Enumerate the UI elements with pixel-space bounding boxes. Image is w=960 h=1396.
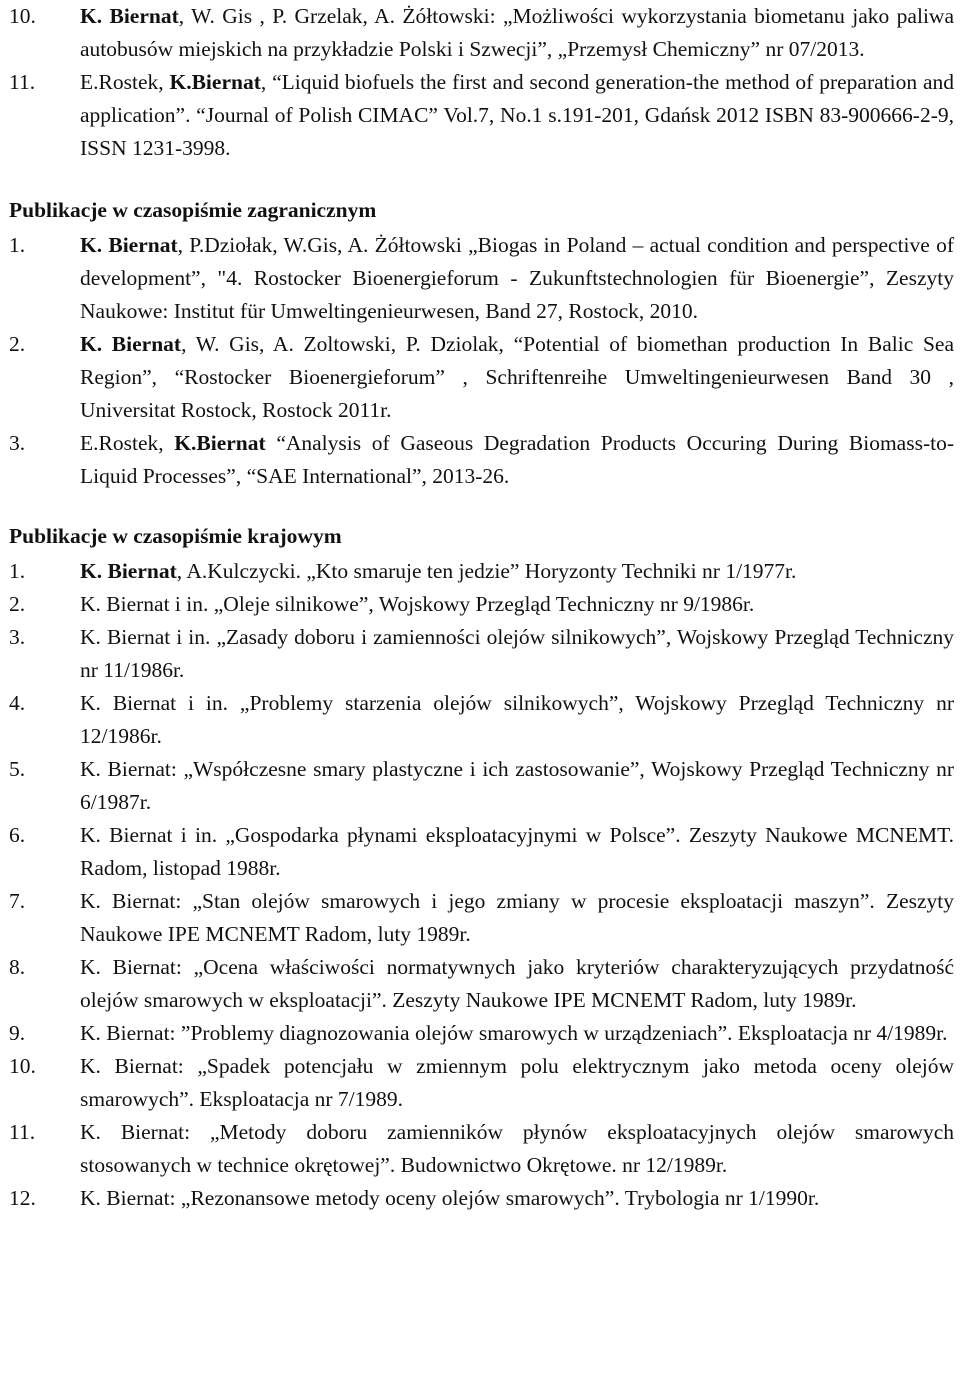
reference-text: , P.Dziołak, W.Gis, A. Żółtowski „Biogas in Poland – actual condition and perspective of development”, "4. Rostocker Bioenergieforum - Zukunftstechnologien für Bioenergie”, Zeszyty Naukowe: Institut für Umweltingenieurwesen, Band 27, Rostock, 2010. xyxy=(80,233,954,323)
author-name-bold: K. Biernat xyxy=(80,332,182,356)
reference-number: 1. xyxy=(9,233,26,257)
publication-sections xyxy=(9,194,954,1215)
reference-text: K. Biernat i in. „Gospodarka płynami eksploatacyjnymi w Polsce”. Zeszyty Naukowe MCNEMT. Radom, listopad 1988r. xyxy=(80,823,954,880)
reference-item xyxy=(9,753,954,819)
reference-item xyxy=(9,1182,954,1215)
reference-number: 11. xyxy=(9,1120,36,1144)
reference-item xyxy=(9,951,954,1017)
reference-text: E.Rostek, xyxy=(80,70,170,94)
author-name-bold: K. xyxy=(80,4,110,28)
reference-number: 9. xyxy=(9,1021,26,1045)
reference-item xyxy=(9,588,954,621)
reference-item xyxy=(9,555,954,588)
author-name-bold: K. Biernat xyxy=(80,233,178,257)
reference-item xyxy=(9,229,954,328)
reference-number: 4. xyxy=(9,691,26,715)
reference-number: 5. xyxy=(9,757,26,781)
reference-number: 10. xyxy=(9,1054,36,1078)
reference-number: 12. xyxy=(9,1186,36,1210)
reference-number: 1. xyxy=(9,559,26,583)
reference-item xyxy=(9,1050,954,1116)
section-heading: Publikacje w czasopiśmie krajowym xyxy=(9,524,342,548)
publication-section xyxy=(9,194,954,493)
reference-item xyxy=(9,427,954,493)
reference-text: K. Biernat: ”Problemy diagnozowania olejów smarowych w urządzeniach”. Eksploatacja nr 4/1989r. xyxy=(80,1021,948,1045)
reference-text: K. Biernat i in. „Oleje silnikowe”, Wojskowy Przegląd Techniczny nr 9/1986r. xyxy=(80,592,755,616)
section-heading: Publikacje w czasopiśmie zagranicznym xyxy=(9,198,377,222)
reference-text: K. Biernat i in. „Zasady doboru i zamienności olejów silnikowych”, Wojskowy Przegląd Techniczny nr 11/1986r. xyxy=(80,625,954,682)
reference-number: 2. xyxy=(9,332,26,356)
reference-text: K. Biernat: „Metody doboru zamienników płynów eksploatacyjnych olejów smarowych stosowanych w technice okrętowej”. Budownictwo Okrętowe. nr 12/1989r. xyxy=(80,1120,954,1177)
reference-text: , A.Kulczycki. „Kto smaruje ten jedzie” Horyzonty Techniki nr 1/1977r. xyxy=(176,559,797,583)
author-name-bold: Biernat xyxy=(109,4,179,28)
reference-text: , W. Gis, A. Zoltowski, P. Dziolak, “Potential of biomethan production In Balic Sea Region”, “Rostocker Bioenergieforum” , Schriftenreihe Umweltingenieurwesen Band 30 , Universitat Rostock, Rostock 2011r. xyxy=(80,332,954,422)
reference-text: , W. Gis , P. Grzelak, A. Żółtowski: „Możliwości wykorzystania biometanu jako paliwa autobusów miejskich na przykładzie Polski i Szwecji”, „Przemysł Chemiczny” nr 07/2013. xyxy=(80,4,954,61)
reference-item xyxy=(9,1116,954,1182)
reference-text: K. Biernat: „Współczesne smary plastyczne i ich zastosowanie”, Wojskowy Przegląd Techniczny nr 6/1987r. xyxy=(80,757,954,814)
reference-text: K. Biernat: „Rezonansowe metody oceny olejów smarowych”. Trybologia nr 1/1990r. xyxy=(80,1186,820,1210)
reference-number: 3. xyxy=(9,431,26,455)
reference-number: 2. xyxy=(9,592,26,616)
reference-text: “Analysis of Gaseous Degradation Products Occuring During Biomass-to-Liquid Processes”, “SAE International”, 2013-26. xyxy=(80,431,955,488)
reference-text: K. Biernat: „Ocena właściwości normatywnych jako kryteriów charakteryzujących przydatność olejów smarowych w eksploatacji”. Zeszyty Naukowe IPE MCNEMT Radom, luty 1989r. xyxy=(80,955,954,1012)
reference-number: 7. xyxy=(9,889,26,913)
reference-item xyxy=(9,66,954,165)
reference-text: K. Biernat i in. „Problemy starzenia olejów silnikowych”, Wojskowy Przegląd Techniczny nr 12/1986r. xyxy=(80,691,954,748)
reference-item xyxy=(9,885,954,951)
prior-reference-list xyxy=(9,0,954,165)
reference-item xyxy=(9,819,954,885)
reference-text: E.Rostek, xyxy=(80,431,175,455)
author-name-bold: K. Biernat xyxy=(80,559,177,583)
reference-item xyxy=(9,1017,954,1050)
reference-number: 8. xyxy=(9,955,26,979)
reference-item xyxy=(9,621,954,687)
reference-number: 6. xyxy=(9,823,26,847)
reference-item xyxy=(9,328,954,427)
reference-item xyxy=(9,687,954,753)
author-name-bold: K.Biernat xyxy=(169,70,261,94)
reference-text: K. Biernat: „Spadek potencjału w zmiennym polu elektrycznym jako metoda oceny olejów smarowych”. Eksploatacja nr 7/1989. xyxy=(80,1054,954,1111)
reference-text: , “Liquid biofuels the first and second generation-the method of preparation and application”. “Journal of Polish CIMAC” Vol.7, No.1 s.191-201, Gdańsk 2012 ISBN 83-900666-2-9, ISSN 1231-3998. xyxy=(80,70,955,160)
reference-text: K. Biernat: „Stan olejów smarowych i jego zmiany w procesie eksploatacji maszyn”. Zeszyty Naukowe IPE MCNEMT Radom, luty 1989r. xyxy=(80,889,954,946)
author-name-bold: K.Biernat xyxy=(174,431,266,455)
reference-number: 3. xyxy=(9,625,26,649)
publication-section xyxy=(9,520,954,1215)
reference-item xyxy=(9,0,954,66)
reference-number: 10. xyxy=(9,4,36,28)
reference-number: 11. xyxy=(9,70,36,94)
